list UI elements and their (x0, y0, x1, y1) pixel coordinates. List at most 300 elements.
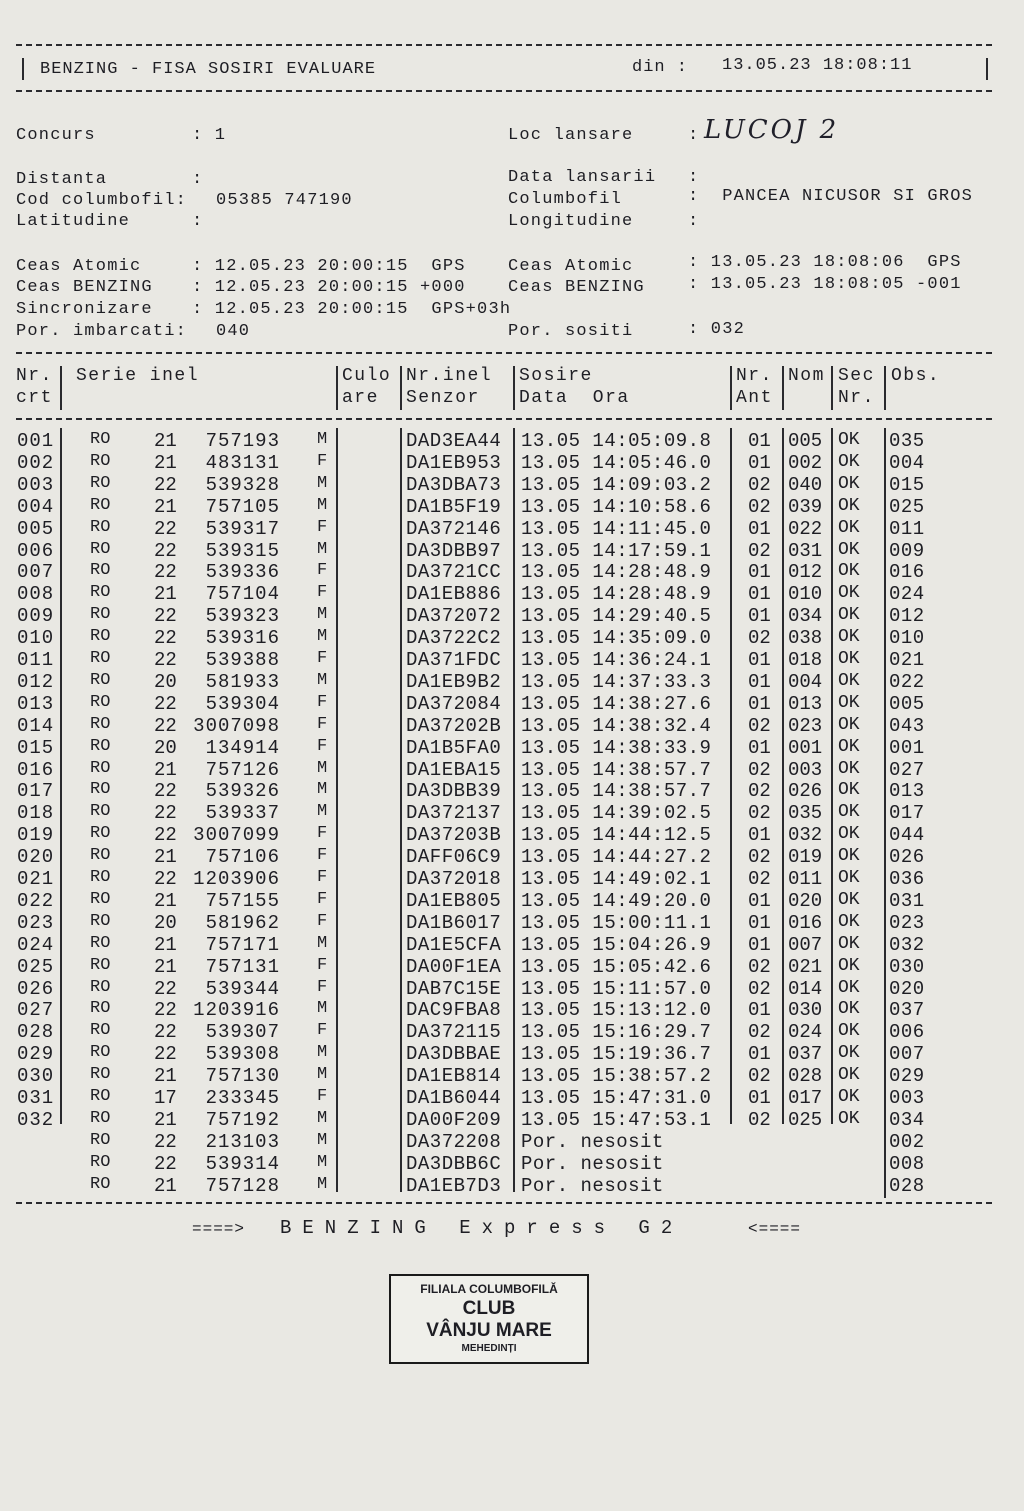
cell-country-code: RO (90, 977, 111, 997)
ceas-benzing-start-label: Ceas BENZING (16, 278, 153, 297)
table-row (0, 759, 1024, 781)
cell-sensor-id: DA1E5CFA (406, 933, 502, 956)
table-bottom-rule (16, 1202, 992, 1204)
cell-ring-number: 757128 (205, 1174, 280, 1197)
cell-ring-number: 539323 (205, 605, 280, 628)
cell-antenna-number: 02 (748, 780, 771, 803)
cell-arrival-time: 13.05 14:39:02.5 (521, 802, 712, 825)
cell-nominal-number: 032 (788, 824, 823, 847)
cell-arrival-time: 13.05 15:47:53.1 (521, 1108, 712, 1131)
cell-country-code: RO (90, 451, 111, 471)
cell-observation: 043 (889, 714, 925, 737)
cell-row-number: 008 (17, 583, 55, 606)
cell-sensor-id: DA3DBA73 (406, 473, 502, 496)
cell-nominal-number: 031 (788, 539, 823, 562)
cell-ring-number: 539307 (205, 1021, 280, 1044)
cell-security-status: OK (838, 670, 860, 691)
cell-ring-year: 22 (154, 517, 177, 540)
cell-nominal-number: 030 (788, 999, 823, 1022)
cell-sex: F (317, 583, 328, 603)
cell-ring-year: 21 (154, 583, 177, 606)
header-divider (336, 366, 338, 410)
cell-observation: 024 (889, 583, 925, 606)
cell-sex: M (317, 605, 328, 625)
cell-ring-number: 757130 (205, 1065, 280, 1088)
cell-sex: F (317, 714, 328, 734)
cell-antenna-number: 02 (748, 758, 771, 781)
cell-ring-number: 539328 (205, 473, 280, 496)
cell-arrival-time: 13.05 14:35:09.0 (521, 627, 712, 650)
cell-observation: 007 (889, 1043, 925, 1066)
table-row (0, 1087, 1024, 1109)
cell-ring-number: 539316 (205, 627, 280, 650)
cell-sensor-id: DA1B6017 (406, 911, 502, 934)
latitudine-value: : (192, 212, 204, 231)
cell-sex: F (317, 1087, 328, 1106)
cell-observation: 030 (889, 955, 925, 978)
cell-ring-number: 757155 (205, 889, 280, 912)
cell-antenna-number: 02 (748, 627, 771, 650)
cell-nominal-number: 003 (788, 758, 823, 781)
cell-sex: M (317, 802, 328, 822)
table-row (0, 627, 1024, 649)
cell-ring-number: 233345 (205, 1087, 280, 1109)
cell-country-code: RO (90, 911, 111, 931)
cell-row-number: 030 (17, 1065, 55, 1088)
cell-sex: M (317, 780, 328, 800)
cell-nominal-number: 020 (788, 889, 823, 912)
cell-row-number: 018 (17, 802, 55, 825)
cell-nominal-number: 038 (788, 627, 823, 650)
cod-columbofil-label: Cod columbofil: (16, 191, 188, 210)
por-imbarcati-label: Por. imbarcati: (16, 322, 188, 341)
cell-observation: 011 (889, 517, 925, 540)
cell-sex: M (317, 1174, 328, 1194)
din-label: din : (632, 58, 689, 77)
cell-observation: 028 (889, 1174, 925, 1197)
cell-security-status: OK (838, 977, 860, 998)
footer-left-arrow: ====> (192, 1220, 246, 1238)
cell-row-number: 017 (17, 780, 55, 803)
col-header-obs: Obs. (891, 366, 941, 386)
table-row (0, 1153, 1024, 1175)
cell-antenna-number: 02 (748, 977, 771, 1000)
cell-sex: M (317, 1108, 328, 1128)
cell-antenna-number: 02 (748, 495, 771, 518)
top-dashed-rule (16, 44, 992, 46)
cell-country-code: RO (90, 1130, 111, 1150)
cell-nominal-number: 023 (788, 714, 823, 737)
cell-nominal-number: 028 (788, 1065, 823, 1088)
cell-row-number: 001 (17, 430, 55, 452)
cell-sensor-id: DA1EB886 (406, 583, 502, 606)
cell-sex: M (317, 670, 328, 690)
cell-security-status: OK (838, 714, 860, 735)
cell-observation: 029 (889, 1065, 925, 1088)
cell-row-number: 024 (17, 933, 55, 956)
cell-ring-number: 757192 (205, 1108, 280, 1131)
table-top-rule (16, 352, 992, 354)
cell-nominal-number: 022 (788, 517, 823, 540)
cell-arrival-time: 13.05 14:38:32.4 (521, 714, 712, 737)
loc-lansare-handwritten: LUCOJ 2 (704, 115, 840, 145)
cell-arrival-time: 13.05 14:38:57.7 (521, 758, 712, 781)
cell-sensor-id: DA1B5F19 (406, 495, 502, 518)
cell-observation: 010 (889, 627, 925, 650)
cell-sensor-id: DA372208 (406, 1130, 502, 1153)
cell-observation: 032 (889, 933, 925, 956)
cell-antenna-number: 01 (748, 583, 771, 606)
cell-sex: F (317, 561, 328, 581)
col-header-culoare-1: Culo (342, 366, 392, 386)
columbofil-value: : PANCEA NICUSOR SI GROS (688, 187, 974, 206)
cell-ring-number: 539326 (205, 780, 280, 803)
cell-ring-number: 539314 (205, 1152, 280, 1175)
cell-antenna-number: 01 (748, 605, 771, 628)
table-row (0, 671, 1024, 693)
cell-row-number: 004 (17, 495, 55, 518)
cell-nominal-number: 014 (788, 977, 823, 1000)
col-header-nom: Nom (788, 366, 825, 386)
cell-country-code: RO (90, 605, 111, 625)
header-divider (884, 366, 886, 410)
loc-lansare-label: Loc lansare (508, 126, 634, 145)
cell-security-status: OK (838, 1065, 860, 1086)
cell-arrival-time: 13.05 14:44:12.5 (521, 824, 712, 847)
cell-ring-number: 757126 (205, 758, 280, 781)
table-row (0, 956, 1024, 978)
sincronizare-label: Sincronizare (16, 300, 153, 319)
cell-observation: 036 (889, 868, 925, 890)
cell-ring-year: 22 (154, 868, 177, 890)
cell-antenna-number: 01 (748, 889, 771, 912)
col-header-nr-ant-1: Nr. (736, 366, 773, 386)
cell-ring-number: 539308 (205, 1043, 280, 1066)
longitudine-label: Longitudine (508, 212, 634, 231)
cell-antenna-number: 02 (748, 846, 771, 869)
cell-antenna-number: 02 (748, 1108, 771, 1131)
cell-arrival-time: 13.05 14:49:02.1 (521, 868, 712, 890)
cell-row-number: 028 (17, 1021, 55, 1044)
cell-sensor-id: DA1EB805 (406, 889, 502, 912)
cell-ring-year: 22 (154, 1021, 177, 1044)
cell-row-number: 012 (17, 670, 55, 693)
header-divider (400, 366, 402, 410)
cell-country-code: RO (90, 736, 111, 756)
cell-country-code: RO (90, 692, 111, 712)
cell-ring-number: 757104 (205, 583, 280, 606)
table-row (0, 1131, 1024, 1153)
table-row (0, 518, 1024, 540)
cell-sensor-id: DA372146 (406, 517, 502, 540)
cell-observation: 012 (889, 605, 925, 628)
cell-arrival-time: 13.05 14:36:24.1 (521, 649, 712, 671)
stamp-line-4: MEHEDINȚI (461, 1343, 517, 1354)
table-row (0, 1175, 1024, 1197)
cell-sex: F (317, 649, 328, 668)
cell-ring-number: 3007099 (193, 824, 280, 847)
cell-nominal-number: 034 (788, 605, 823, 628)
header-divider (513, 366, 515, 410)
cell-antenna-number: 01 (748, 911, 771, 934)
cell-arrival-time: 13.05 14:49:20.0 (521, 889, 712, 912)
cell-sensor-id: DAFF06C9 (406, 846, 502, 869)
header-right-bar (986, 58, 988, 80)
cell-nominal-number: 021 (788, 955, 823, 978)
cell-ring-number: 757193 (205, 430, 280, 452)
cell-country-code: RO (90, 824, 111, 844)
cell-country-code: RO (90, 495, 111, 515)
data-lansarii-label: Data lansarii (508, 168, 657, 187)
cell-observation: 006 (889, 1021, 925, 1044)
cell-ring-number: 539304 (205, 692, 280, 715)
cell-row-number: 027 (17, 999, 55, 1022)
cell-nominal-number: 016 (788, 911, 823, 934)
cell-ring-year: 22 (154, 999, 177, 1022)
table-row (0, 868, 1024, 890)
cell-country-code: RO (90, 583, 111, 603)
cell-antenna-number: 02 (748, 1021, 771, 1044)
ceas-atomic-start-label: Ceas Atomic (16, 257, 142, 276)
cell-observation: 013 (889, 780, 925, 803)
table-row (0, 430, 1024, 452)
cell-row-number: 022 (17, 889, 55, 912)
cell-ring-number: 213103 (205, 1130, 280, 1153)
cell-ring-number: 757106 (205, 846, 280, 869)
cell-antenna-number: 01 (748, 451, 771, 474)
ceas-benzing-end-value: : 13.05.23 18:08:05 -001 (688, 275, 962, 294)
cell-antenna-number: 01 (748, 692, 771, 715)
col-header-crt: crt (16, 388, 53, 408)
cell-ring-year: 22 (154, 824, 177, 847)
cell-nominal-number: 005 (788, 430, 823, 452)
cell-ring-year: 22 (154, 1130, 177, 1153)
cell-antenna-number: 02 (748, 868, 771, 890)
table-row (0, 780, 1024, 802)
cell-sex: M (317, 999, 328, 1019)
table-row (0, 1043, 1024, 1065)
table-row (0, 802, 1024, 824)
cell-security-status: OK (838, 692, 860, 713)
cell-security-status: OK (838, 758, 860, 779)
cell-sex: F (317, 692, 328, 712)
cell-country-code: RO (90, 539, 111, 559)
cell-country-code: RO (90, 846, 111, 866)
cell-row-number: 014 (17, 714, 55, 737)
cell-sex: F (317, 1021, 328, 1041)
cell-arrival-time: 13.05 14:29:40.5 (521, 605, 712, 628)
cell-sensor-id: DA3721CC (406, 561, 502, 584)
cell-ring-year: 22 (154, 780, 177, 803)
latitudine-label: Latitudine (16, 212, 131, 231)
cell-ring-number: 1203906 (193, 868, 280, 890)
cell-row-number: 002 (17, 451, 55, 474)
cell-observation: 025 (889, 495, 925, 518)
col-header-serie-inel: Serie inel (76, 366, 200, 386)
col-header-senzor: Senzor (406, 388, 480, 408)
cell-country-code: RO (90, 714, 111, 734)
cell-sensor-id: DA1B6044 (406, 1087, 502, 1109)
table-row (0, 1021, 1024, 1043)
cell-security-status: OK (838, 473, 860, 494)
cell-observation: 022 (889, 670, 925, 693)
table-row (0, 605, 1024, 627)
cell-sex: M (317, 1065, 328, 1085)
cell-arrival-time: 13.05 15:16:29.7 (521, 1021, 712, 1044)
header-divider (730, 366, 732, 410)
cell-ring-year: 22 (154, 692, 177, 715)
por-imbarcati-value: 040 (216, 322, 251, 341)
cell-country-code: RO (90, 868, 111, 887)
stamp-line-2: CLUB (462, 1298, 516, 1319)
cell-ring-year: 17 (154, 1087, 177, 1109)
cell-sex: F (317, 868, 328, 887)
report-title: BENZING - FISA SOSIRI EVALUARE (40, 60, 377, 79)
cell-antenna-number: 01 (748, 670, 771, 693)
cell-row-number: 011 (17, 649, 55, 671)
cell-sensor-id: DA372115 (406, 1021, 502, 1044)
cell-security-status: OK (838, 846, 860, 867)
stamp-line-3: VÂNJU MARE (426, 1320, 552, 1341)
cell-sex: M (317, 1152, 328, 1172)
cell-country-code: RO (90, 780, 111, 800)
table-row (0, 561, 1024, 583)
longitudine-value: : (688, 212, 700, 231)
cell-ring-year: 22 (154, 1043, 177, 1066)
cell-sex: F (317, 824, 328, 844)
distanta-value: : (192, 170, 204, 189)
cell-row-number: 031 (17, 1087, 55, 1109)
col-header-culoare-2: are (342, 388, 379, 408)
cell-observation: 026 (889, 846, 925, 869)
cod-columbofil-value: 05385 747190 (216, 191, 353, 210)
col-header-data-ora: Data Ora (519, 388, 630, 408)
cell-arrival-time: 13.05 15:11:57.0 (521, 977, 712, 1000)
cell-row-number: 020 (17, 846, 55, 869)
header-bottom-dashed-rule (16, 418, 992, 420)
cell-observation: 003 (889, 1087, 925, 1109)
cell-sex: F (317, 889, 328, 909)
col-header-nr: Nr. (16, 366, 53, 386)
cell-ring-number: 757105 (205, 495, 280, 518)
cell-sensor-id: DA372018 (406, 868, 502, 890)
cell-country-code: RO (90, 1021, 111, 1041)
cell-nominal-number: 010 (788, 583, 823, 606)
cell-ring-number: 3007098 (193, 714, 280, 737)
cell-security-status: OK (838, 627, 860, 648)
cell-ring-year: 21 (154, 1108, 177, 1131)
cell-security-status: OK (838, 495, 860, 516)
cell-ring-number: 539336 (205, 561, 280, 584)
cell-ring-year: 22 (154, 605, 177, 628)
cell-security-status: OK (838, 451, 860, 472)
cell-country-code: RO (90, 1065, 111, 1085)
table-row (0, 474, 1024, 496)
cell-row-number: 005 (17, 517, 55, 540)
cell-country-code: RO (90, 430, 111, 449)
cell-sensor-id: DA00F1EA (406, 955, 502, 978)
cell-nominal-number: 026 (788, 780, 823, 803)
cell-antenna-number: 01 (748, 736, 771, 759)
cell-sensor-id: DA1EB7D3 (406, 1174, 502, 1197)
cell-observation: 034 (889, 1108, 925, 1131)
cell-nominal-number: 012 (788, 561, 823, 584)
cell-sex: F (317, 977, 328, 997)
cell-nominal-number: 007 (788, 933, 823, 956)
cell-nominal-number: 035 (788, 802, 823, 825)
cell-country-code: RO (90, 561, 111, 581)
cell-ring-year: 21 (154, 758, 177, 781)
cell-sensor-id: DA372072 (406, 605, 502, 628)
table-row (0, 999, 1024, 1021)
cell-ring-year: 22 (154, 561, 177, 584)
cell-sex: M (317, 430, 328, 449)
cell-ring-number: 757171 (205, 933, 280, 956)
cell-security-status: OK (838, 539, 860, 560)
cell-country-code: RO (90, 1152, 111, 1172)
cell-arrival-time: 13.05 14:28:48.9 (521, 561, 712, 584)
cell-observation: 017 (889, 802, 925, 825)
cell-country-code: RO (90, 933, 111, 953)
cell-security-status: OK (838, 780, 860, 801)
concurs-label: Concurs (16, 126, 96, 145)
table-row (0, 824, 1024, 846)
cell-security-status: OK (838, 911, 860, 932)
cell-row-number: 009 (17, 605, 55, 628)
cell-nominal-number: 019 (788, 846, 823, 869)
cell-ring-year: 21 (154, 933, 177, 956)
cell-row-number: 006 (17, 539, 55, 562)
cell-security-status: OK (838, 802, 860, 823)
cell-arrival-time: 13.05 14:44:27.2 (521, 846, 712, 869)
cell-security-status: OK (838, 561, 860, 582)
cell-arrival-time: 13.05 14:38:33.9 (521, 736, 712, 759)
cell-ring-number: 539315 (205, 539, 280, 562)
cell-arrival-time: 13.05 14:09:03.2 (521, 473, 712, 496)
loc-lansare-sep: : (688, 126, 700, 145)
cell-country-code: RO (90, 889, 111, 909)
cell-sex: F (317, 955, 328, 975)
footer-right-arrow: <==== (748, 1220, 802, 1238)
cell-security-status: OK (838, 1021, 860, 1042)
cell-arrival-time: Por. nesosit (521, 1130, 664, 1153)
table-row (0, 693, 1024, 715)
cell-security-status: OK (838, 649, 860, 669)
cell-ring-year: 21 (154, 955, 177, 978)
cell-sex: M (317, 495, 328, 515)
table-row (0, 583, 1024, 605)
cell-row-number: 013 (17, 692, 55, 715)
cell-row-number: 010 (17, 627, 55, 650)
cell-sex: F (317, 911, 328, 931)
cell-antenna-number: 01 (748, 999, 771, 1022)
header-bottom-rule (16, 90, 992, 92)
cell-observation: 031 (889, 889, 925, 912)
cell-nominal-number: 037 (788, 1043, 823, 1066)
cell-security-status: OK (838, 824, 860, 845)
cell-row-number: 019 (17, 824, 55, 847)
cell-nominal-number: 040 (788, 473, 823, 496)
table-row (0, 978, 1024, 1000)
cell-sex: M (317, 473, 328, 493)
cell-nominal-number: 001 (788, 736, 823, 759)
columbofil-label: Columbofil (508, 190, 623, 209)
header-divider (60, 366, 62, 410)
table-row (0, 540, 1024, 562)
club-stamp (389, 1274, 589, 1364)
cell-row-number: 032 (17, 1108, 55, 1131)
cell-nominal-number: 024 (788, 1021, 823, 1044)
